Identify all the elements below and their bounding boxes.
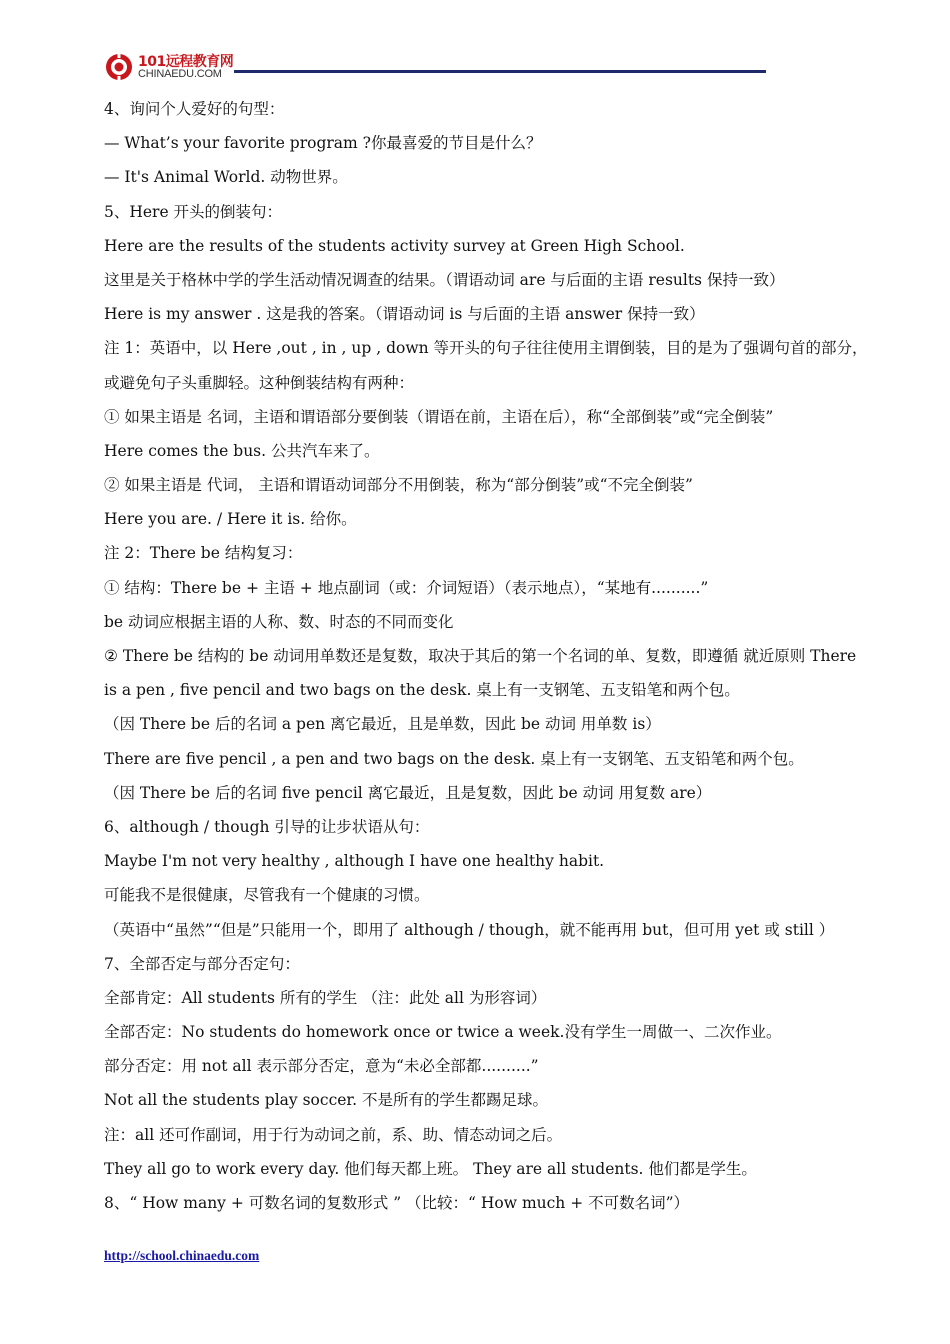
text-line: （英语中“虽然”“但是”只能用一个，即用了 although / though，就不能再用 but，但可用 yet 或 still ）: [104, 920, 835, 939]
footer-link[interactable]: http://school.chinaedu.com: [104, 1248, 260, 1263]
text-line: ② 如果主语是 代词， 主语和谓语动词部分不用倒装，称为“部分倒装”或“不完全倒装”: [104, 476, 693, 495]
page-header: [104, 50, 766, 86]
text-line: — What’s your favorite program ?你最喜爱的节目是什么？: [104, 134, 542, 153]
text-line: be 动词应根据主语的人称、数、时态的不同而变化: [104, 612, 454, 631]
text-line: 4、询问个人爱好的句型：: [104, 100, 285, 118]
logo-emblem-icon: [104, 52, 134, 82]
text-line: 8、“ How many + 可数名词的复数形式 ” （比较：“ How much + 不可数名词”）: [104, 1194, 690, 1212]
text-line: 或避免句子头重脚轻。这种倒装结构有两种：: [104, 373, 415, 392]
text-line: 全部肯定：All students 所有的学生 （注：此处 all 为形容词）: [104, 988, 547, 1007]
text-line: Here are the results of the students activity survey at Green High School.: [104, 236, 685, 255]
text-line: ① 如果主语是 名词，主语和谓语部分要倒装（谓语在前，主语在后），称“全部倒装”或“完全倒装”: [104, 407, 774, 426]
text-line: 全部否定：No students do homework once or twice a week.没有学生一周做一、二次作业。: [104, 1023, 782, 1042]
text-line: Not all the students play soccer. 不是所有的学生都踢足球。: [104, 1091, 548, 1110]
text-line: They all go to work every day. 他们每天都上班。 They are all students. 他们都是学生。: [104, 1159, 757, 1178]
text-line: 5、Here 开头的倒装句：: [104, 202, 283, 221]
text-line: 6、although / though 引导的让步状语从句：: [104, 817, 430, 836]
text-line: 部分否定：用 not all 表示部分否定，意为“未必全部都..........”: [104, 1057, 539, 1076]
site-logo[interactable]: [104, 50, 244, 86]
text-line: 注：all 还可作副词，用于行为动词之前，系、助、情态动词之后。: [104, 1125, 563, 1144]
logo-subtitle: CHINAEDU.COM: [138, 68, 222, 80]
text-line: ① 结构：There be + 主语 + 地点副词（或：介词短语）（表示地点），“某地有..........”: [104, 578, 709, 597]
text-line: There are five pencil , a pen and two bags on the desk. 桌上有一支钢笔、五支铅笔和两个包。: [104, 749, 804, 768]
header-rule: [234, 70, 766, 73]
text-line: is a pen , five pencil and two bags on the desk. 桌上有一支钢笔、五支铅笔和两个包。: [104, 681, 740, 700]
text-line: 注 2：There be 结构复习：: [104, 544, 303, 563]
text-line: Here comes the bus. 公共汽车来了。: [104, 441, 380, 460]
text-line: ② There be 结构的 be 动词用单数还是复数，取决于其后的第一个名词的单、复数，即遵循 就近原则 There: [104, 647, 857, 665]
logo-title: 101远程教育网: [138, 54, 234, 70]
text-line: 7、全部否定与部分否定句：: [104, 954, 300, 973]
text-line: 注 1：英语中，以 Here ,out , in , up , down 等开头的句子往往使用主谓倒装，目的是为了强调句首的部分，: [104, 339, 868, 358]
text-line: （因 There be 后的名词 a pen 离它最近，且是单数，因此 be 动词 用单数 is）: [104, 715, 661, 734]
text-line: — It's Animal World. 动物世界。: [104, 168, 348, 187]
text-line: Here is my answer . 这是我的答案。（谓语动词 is 与后面的主语 answer 保持一致）: [104, 305, 705, 324]
text-line: 可能我不是很健康，尽管我有一个健康的习惯。: [104, 886, 430, 905]
text-line: Maybe I'm not very healthy , although I have one healthy habit.: [104, 852, 605, 871]
text-line: 这里是关于格林中学的学生活动情况调查的结果。（谓语动词 are 与后面的主语 results 保持一致）: [104, 270, 785, 289]
text-line: （因 There be 后的名词 five pencil 离它最近，且是复数，因此 be 动词 用复数 are）: [104, 783, 712, 802]
page-footer: [104, 1248, 259, 1264]
document-body: [104, 92, 868, 1220]
text-line: Here you are. / Here it is. 给你。: [104, 510, 357, 529]
